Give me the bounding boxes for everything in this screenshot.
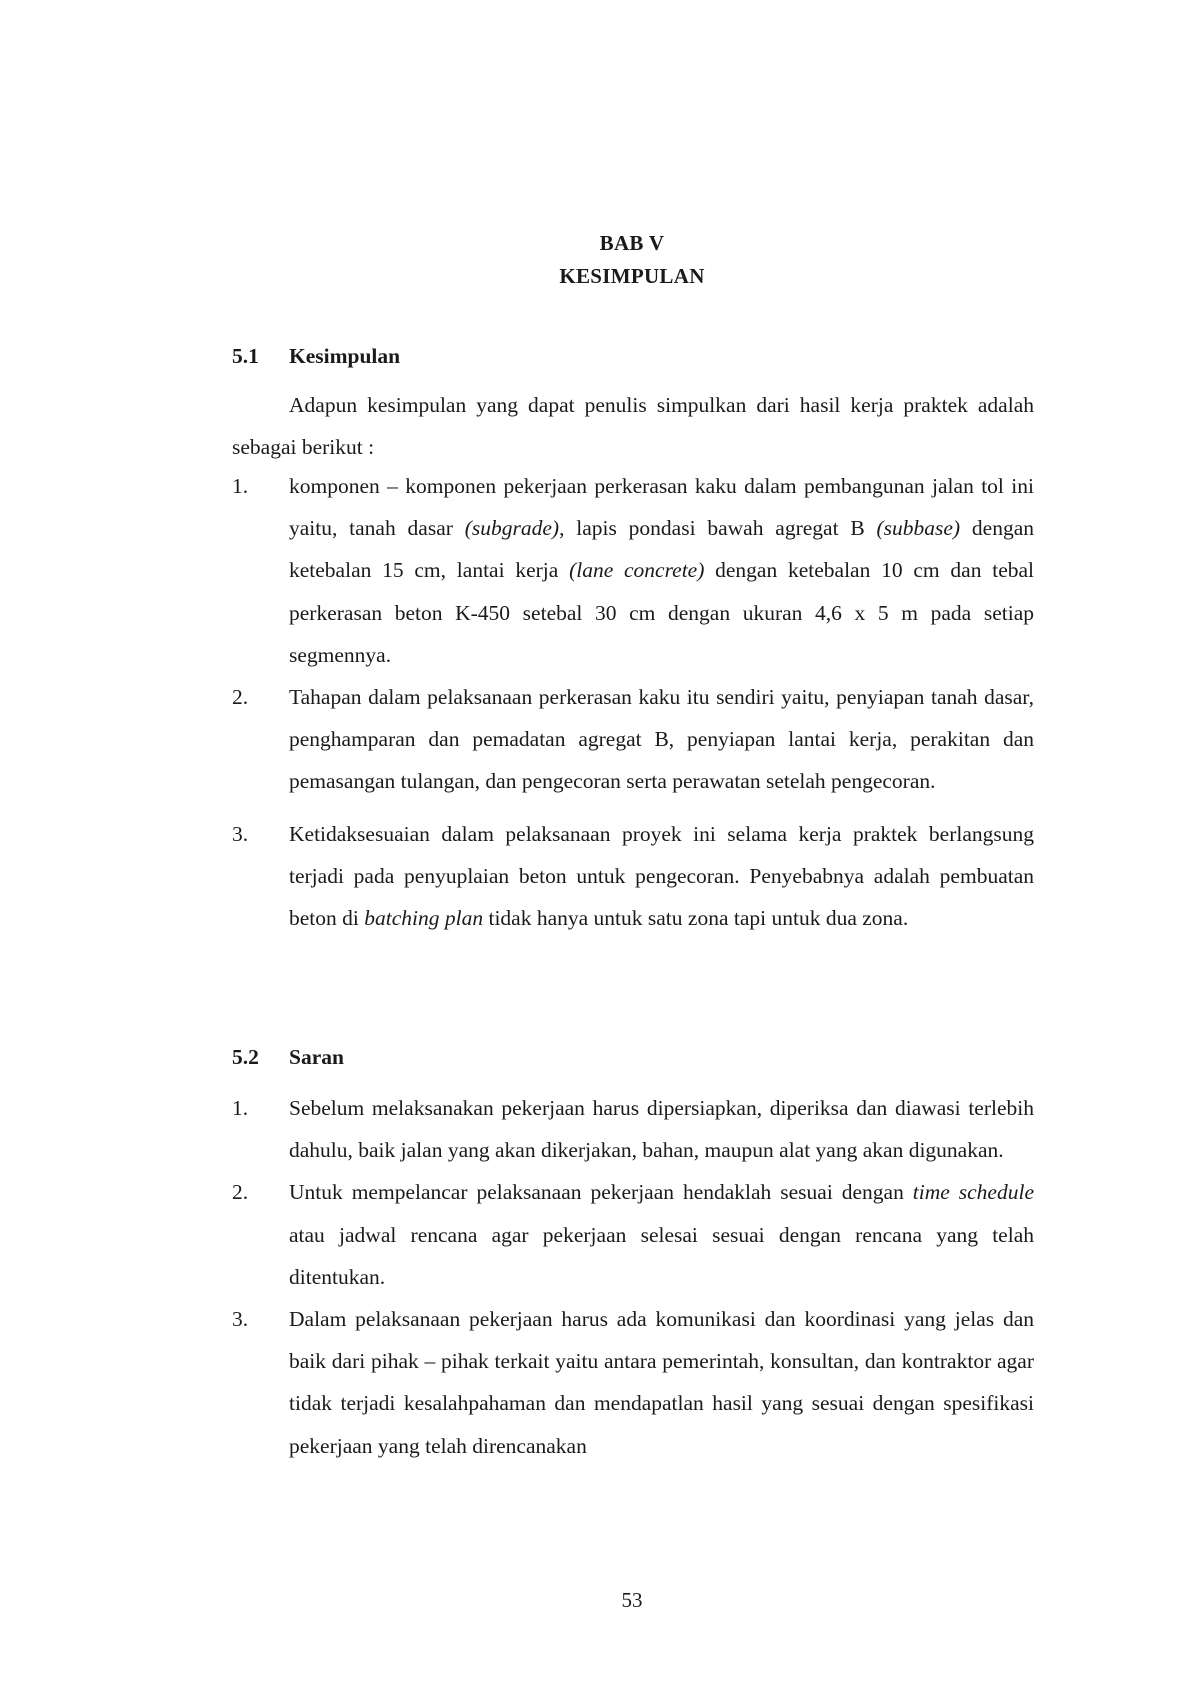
section-heading-kesimpulan (232, 344, 400, 369)
chapter-title: KESIMPULAN (559, 264, 705, 288)
list-text: , lapis pondasi bawah agregat B (559, 516, 877, 541)
italic-term: batching plan (364, 906, 484, 931)
section-number: 5.2 (232, 1045, 259, 1069)
list-text: Untuk mempelancar pelaksanaan pekerjaan hendaklah sesuai dengan (289, 1180, 913, 1205)
section-number: 5.1 (232, 344, 259, 368)
list-marker: 1. (232, 474, 249, 498)
list-marker: 1. (232, 1096, 249, 1120)
intro-paragraph: Adapun kesimpulan yang dapat penulis simpulkan dari hasil kerja praktek adalah sebagai berikut : (232, 393, 1034, 459)
italic-term: (subbase) (876, 516, 961, 541)
list-text: tidak hanya untuk satu zona tapi untuk dua zona. (483, 906, 909, 931)
suggestion-list (232, 1087, 1034, 1467)
list-item (232, 1298, 1034, 1467)
list-item (232, 676, 1034, 803)
list-text: Sebelum melaksanakan pekerjaan harus dipersiapkan, diperiksa dan diawasi terlebih dahulu, baik jalan yang akan dikerjakan, bahan, maupun alat yang akan digunakan. (289, 1096, 1034, 1163)
page-number: 53 (621, 1588, 643, 1612)
italic-term: (lane concrete) (569, 558, 705, 583)
list-text: dengan ketebalan 15 cm, lantai kerja (289, 516, 1035, 583)
list-marker: 2. (232, 1180, 249, 1205)
conclusion-list (232, 465, 1034, 939)
section-title: Kesimpulan (289, 344, 401, 368)
list-item (232, 1087, 1034, 1171)
list-marker: 3. (232, 821, 249, 846)
list-item (232, 813, 1034, 940)
italic-term: (subgrade) (464, 516, 560, 541)
list-marker: 3. (232, 1307, 249, 1332)
section-heading-saran (232, 1045, 344, 1070)
list-item (232, 1171, 1034, 1298)
list-text: dengan ketebalan 10 cm dan tebal perkerasan beton K-450 setebal 30 cm dengan ukuran 4,6 x 5 m pada setiap segmennya. (289, 558, 1034, 667)
list-item (232, 465, 1034, 676)
list-marker: 2. (232, 685, 249, 710)
list-text: Tahapan dalam pelaksanaan perkerasan kaku itu sendiri yaitu, penyiapan tanah dasar, penghamparan dan pemadatan agregat B, penyiapan lantai kerja, perakitan dan pemasangan tulangan, dan pengecoran serta perawatan setelah pengecoran. (289, 685, 1034, 794)
section-title: Saran (289, 1045, 344, 1069)
italic-term: time schedule (912, 1180, 1034, 1205)
list-text: Ketidaksesuaian dalam pelaksanaan proyek ini selama kerja praktek berlangsung terjadi pada penyuplaian beton untuk pengecoran. Penyebabnya adalah pembuatan beton di (289, 821, 1034, 931)
chapter-number: BAB V (599, 231, 665, 255)
list-text: Dalam pelaksanaan pekerjaan harus ada komunikasi dan koordinasi yang jelas dan baik dari pihak – pihak terkait yaitu antara pemerintah, konsultan, dan kontraktor agar tidak terjadi kesalahpahaman dan mendapatlan hasil yang sesuai dengan spesifikasi pekerjaan yang telah direncanakan (289, 1307, 1034, 1458)
list-text: atau jadwal rencana agar pekerjaan selesai sesuai dengan rencana yang telah ditentukan. (289, 1222, 1034, 1289)
list-text: komponen – komponen pekerjaan perkerasan kaku dalam pembangunan jalan tol ini yaitu, tanah dasar (289, 474, 1034, 541)
